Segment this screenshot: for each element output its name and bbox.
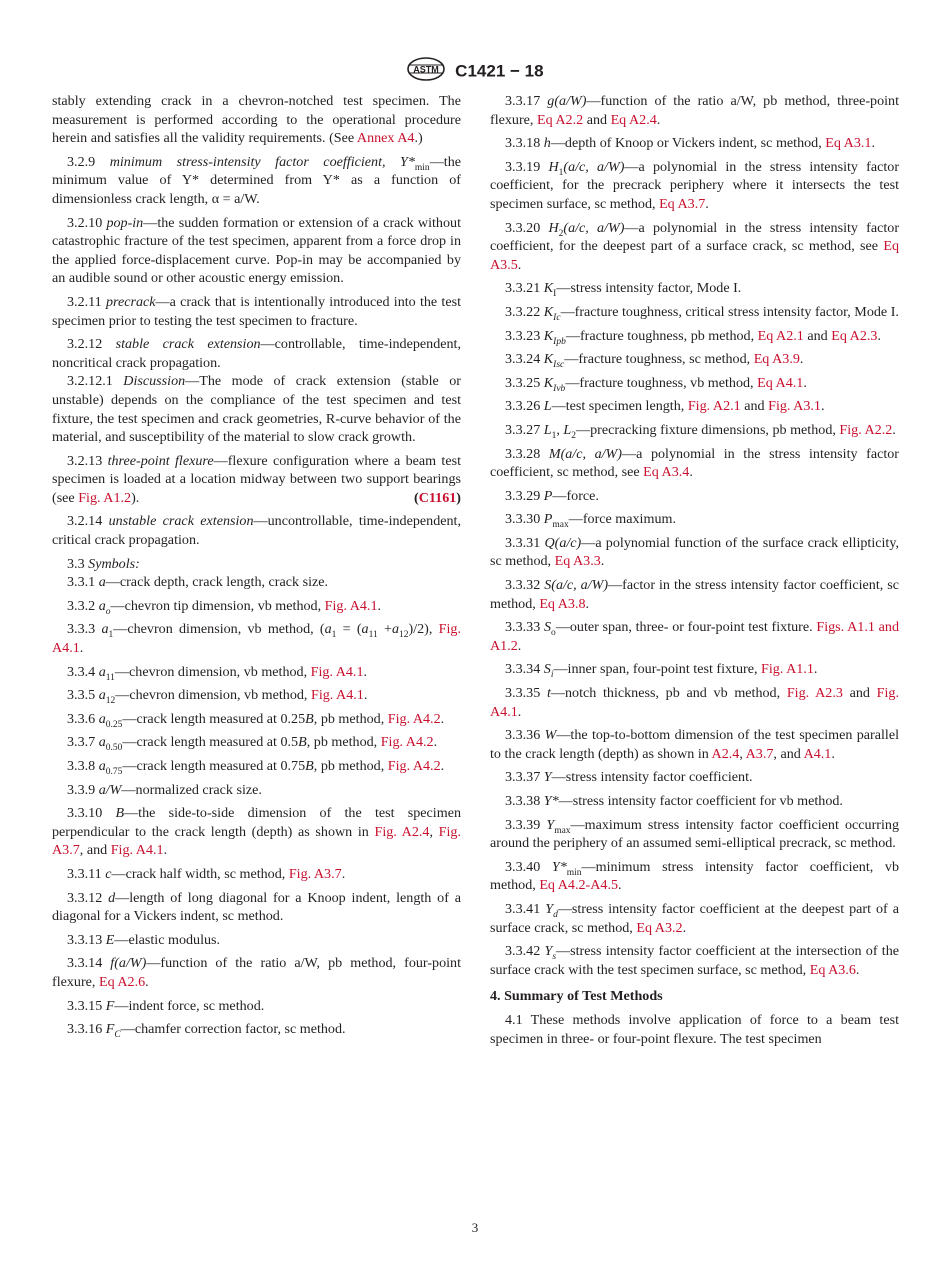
section-3-3: 3.3 Symbols: [67, 555, 140, 572]
sym-3-3-29: 3.3.29 P—force. [505, 487, 599, 504]
sym-3-3-31: 3.3.31 Q(a/c)—a polynomial function of the surface crack ellipticity, sc method, Eq A3.3. [490, 534, 900, 570]
sym-3-3-32: 3.3.32 S(a/c, a/W)—factor in the stress intensity factor coefficient, sc method, Eq A3.8. [490, 577, 900, 612]
sym-3-3-10: 3.3.10 B—the side-to-side dimension of the test specimen perpendicular to the crack length (depth) as shown in Fig. A2.4, Fig. A3.7, and Fig. A4.1. [52, 805, 461, 859]
link-eq-a3-5[interactable]: Eq A3.5 [490, 238, 899, 273]
sym-3-3-18: 3.3.18 h—depth of Knoop or Vickers indent, sc method, Eq A3.1. [505, 135, 876, 152]
link-fig-a3-1[interactable]: Fig. A3.1 [768, 398, 821, 415]
link-a4-1[interactable]: A4.1 [803, 745, 832, 762]
sym-3-3-11: 3.3.11 c—crack half width, sc method, Fig. A3.7. [67, 865, 346, 882]
sym-3-3-15: 3.3.15 F—indent force, sc method. [67, 997, 265, 1014]
link-fig-a3-7[interactable]: Fig. A3.7 [52, 823, 461, 859]
def-3-2-12: 3.2.12 stable crack extension—controllable, time-independent, noncritical crack propagation. [52, 336, 461, 371]
link-eq-a3-4[interactable]: Eq A3.4 [643, 464, 690, 481]
page-number: 3 [471, 1220, 479, 1235]
def-3-2-14: 3.2.14 unstable crack extension—uncontrollable, time-independent, critical crack propagation. [52, 513, 461, 549]
link-fig-a4-1[interactable]: Fig. A4.1 [310, 687, 364, 704]
reference-c1161: (C1161) [414, 489, 461, 506]
link-fig-a4-2[interactable]: Fig. A4.2 [387, 710, 441, 727]
link-fig-a3-7[interactable]: Fig. A3.7 [288, 865, 342, 882]
link-eq-a2-2[interactable]: Eq A2.2 [536, 111, 584, 128]
link-a3-7[interactable]: A3.7 [745, 745, 774, 762]
link-eq-a2-6[interactable]: Eq A2.6 [98, 973, 146, 990]
sym-3-3-23: 3.3.23 $K_{Ipb}—fracture$ toughness, pb method, Eq A2.1 and Eq A2.3. [505, 327, 881, 347]
sym-3-3-33: 3.3.33 $S_o—outer$ span, three- or four-point test fixture. Figs. A1.1 and A1.2. [490, 619, 899, 654]
sym-3-3-37: 3.3.37 Y—stress intensity factor coefficient. [505, 769, 753, 786]
link-fig-a4-2[interactable]: Fig. A4.2 [387, 758, 441, 774]
link-fig-a4-1[interactable]: Fig. A4.1 [324, 597, 378, 614]
sym-3-3-40: 3.3.40 $Y*_{min}—minimum$ stress intensity factor coefficient, vb method, Eq A4.2-A4.5. [490, 858, 899, 894]
link-eq-a3-2[interactable]: Eq A3.2 [636, 919, 683, 936]
link-eq-a3-6[interactable]: Eq A3.6 [809, 961, 856, 978]
sym-3-3-6: 3.3.6 $a_{0.25}—crack$ length measured at 0.25B, pb method, Fig. A4.2. [67, 710, 445, 730]
para-4-1: 4.1 These methods involve application of force to a beam test specimen in three- or four-point flexure. The test specimen [490, 1011, 899, 1047]
sym-3-3-39: 3.3.39 $Y_{max}—maximum$ stress intensity factor coefficient occurring around the periphery of an assumed semi-elliptical precrack, sc method. [490, 816, 899, 852]
sym-3-3-1: 3.3.1 a—crack depth, crack length, crack size. [67, 574, 329, 591]
astm-logo-icon [406, 56, 446, 87]
sym-3-3-7: 3.3.7 $a_{0.50}—crack$ length measured at 0.5B, pb method, Fig. A4.2. [67, 734, 438, 754]
link-a2-4[interactable]: A2.4 [711, 745, 740, 762]
def-3-2-11: 3.2.11 precrack—a crack that is intentionally introduced into the test specimen prior to testing the test specimen to fracture. [52, 293, 461, 329]
sym-3-3-38: 3.3.38 Y*—stress intensity factor coefficient for vb method. [505, 793, 843, 809]
link-eq-a3-3[interactable]: Eq A3.3 [554, 553, 601, 570]
link-fig-a2-4[interactable]: Fig. A2.4 [374, 823, 430, 840]
sym-3-3-20: 3.3.20 $H_2(a/c$, a/W)—a polynomial in the stress intensity factor coefficient, for the deepest part of a surface crack, sc method, see Eq A3.5. [490, 219, 900, 273]
link-fig-a1-1[interactable]: Fig. A1.1 [761, 661, 814, 678]
link-eq-a3-7[interactable]: Eq A3.7 [659, 195, 706, 212]
sym-3-3-3: 3.3.3 $a_1—chevron$ dimension, vb method, $(a_1 = (a_{11} +a_{12})/2)$, Fig. A4.1. [52, 621, 461, 657]
sym-3-3-25: 3.3.25 $K_{Ivb}—fracture$ toughness, vb method, Eq A4.1. [505, 374, 807, 394]
sym-3-3-22: 3.3.22 $K_{Ic}—fracture$ toughness, critical stress intensity factor, Mode I. [505, 303, 899, 323]
sym-3-3-35: 3.3.35 t—notch thickness, pb and vb method, Fig. A2.3 and Fig. A4.1. [490, 685, 899, 720]
link-eq-a2-4[interactable]: Eq A2.4 [610, 111, 657, 128]
sym-3-3-2: 3.3.2 $a_o—chevron$ tip dimension, vb method, Fig. A4.1. [67, 597, 382, 617]
link-fig-a4-2[interactable]: Fig. A4.2 [380, 734, 434, 751]
link-annex-a4[interactable]: Annex A4 [356, 130, 415, 147]
left-column [52, 92, 461, 1044]
link-figs-a1-1-a1-2[interactable]: Figs. A1.1 and A1.2 [490, 619, 899, 654]
sym-3-3-8: 3.3.8 $a_{0.75}—crack$ length measured at 0.75B, pb method, Fig. A4.2. [67, 758, 445, 777]
sym-3-3-14: 3.3.14 f(a/W)—function of the ratio a/W, pb method, four-point flexure, Eq A2.6. [52, 955, 461, 990]
link-fig-a2-2[interactable]: Fig. A2.2 [839, 421, 893, 438]
link-eq-a3-9[interactable]: Eq A3.9 [753, 351, 800, 368]
link-eq-a2-3[interactable]: Eq A2.3 [831, 327, 878, 344]
link-fig-a4-1[interactable]: Fig. A4.1 [490, 685, 899, 720]
def-3-2-12-1: 3.2.12.1 Discussion—The mode of crack extension (stable or unstable) depends on the compliance of the test specimen and test fixture, the test specimen and crack geometries, R-curve behavior of the material, and susceptibility of the material to slow crack growth. [52, 373, 461, 446]
link-fig-a4-1[interactable]: Fig. A4.1 [52, 621, 461, 657]
sym-3-3-24: 3.3.24 $K_{Isc}—fracture$ toughness, sc method, Eq A3.9. [505, 351, 804, 370]
def-3-2-13: 3.2.13 three-point flexure—flexure configuration where a beam test specimen is loaded at a location midway between two support bearings (see Fig. A1.2). (C1161) [52, 452, 461, 506]
sym-3-3-4: 3.3.4 $a_{11}—chevron$ dimension, vb method, Fig. A4.1. [67, 663, 368, 683]
document-title: C1421 − 18 [455, 61, 544, 81]
link-eq-a4-2-a4-5[interactable]: Eq A4.2-A4.5 [539, 877, 619, 894]
sym-3-3-41: 3.3.41 $Y_d—stress$ intensity factor coefficient at the deepest part of a surface crack, sc method, Eq A3.2. [490, 900, 899, 936]
sym-3-3-27: 3.3.27 $L_1$, $L_2—precracking$ fixture dimensions, pb method, Fig. A2.2. [505, 421, 896, 441]
page-header [0, 56, 950, 87]
sym-3-3-9: 3.3.9 a/W—normalized crack size. [67, 781, 262, 798]
link-eq-a3-8[interactable]: Eq A3.8 [539, 595, 586, 612]
link-eq-a3-1[interactable]: Eq A3.1 [825, 135, 872, 152]
sym-3-3-30: 3.3.30 $P_{max}—force$ maximum. [505, 511, 676, 531]
sym-3-3-19: 3.3.19 $H_1(a/c$, a/W)—a polynomial in the stress intensity factor coefficient, for the precrack periphery where it intersects the test specimen surface, sc method, Eq A3.7. [490, 158, 900, 212]
sym-3-3-28: 3.3.28 M(a/c, a/W)—a polynomial in the stress intensity factor coefficient, sc method, see Eq A3.4. [490, 445, 899, 481]
sym-3-3-13: 3.3.13 E—elastic modulus. [67, 931, 221, 948]
def-3-2-10: 3.2.10 pop-in—the sudden formation or extension of a crack without catastrophic fracture of the test specimen, apparent from a force drop in the applied force-displacement curve. Pop-in may be accompanied by an audible sound or other acoustic energy emission. [52, 214, 461, 287]
sym-3-3-26: 3.3.26 L—test specimen length, Fig. A2.1 and Fig. A3.1. [505, 398, 825, 415]
sym-3-3-12: 3.3.12 d—length of long diagonal for a Knoop indent, length of a diagonal for a Vickers indent, sc method. [52, 889, 461, 925]
section-heading-4: 4. Summary of Test Methods [490, 988, 663, 1005]
link-fig-a4-1[interactable]: Fig. A4.1 [310, 663, 364, 680]
link-c1161[interactable]: C1161 [418, 489, 457, 506]
sym-3-3-36: 3.3.36 W—the top-to-bottom dimension of the test specimen parallel to the crack length (depth) as shown in A2.4, A3.7, and A4.1. [490, 727, 899, 762]
link-fig-a1-2[interactable]: Fig. A1.2 [78, 489, 132, 506]
def-3-2-9: 3.2.9 minimum stress-intensity factor coefficient, $Y*_{min}—the$ minimum value of Y* determined from Y* as a function of dimensionless crack length, α = a/W. [52, 153, 461, 207]
sym-3-3-16: 3.3.16 $F_C—chamfer$ correction factor, sc method. [67, 1021, 346, 1040]
sym-3-3-5: 3.3.5 $a_{12}—chevron$ dimension, vb method, Fig. A4.1. [67, 687, 368, 707]
link-fig-a4-1[interactable]: Fig. A4.1 [110, 842, 164, 859]
sym-3-3-34: 3.3.34 $S_i—inner$ span, four-point test fixture, Fig. A1.1. [505, 661, 818, 681]
sym-3-3-42: 3.3.42 $Y_s—stress$ intensity factor coefficient at the intersection of the surface crack with the test specimen surface, sc method, Eq A3.6. [490, 943, 900, 978]
link-fig-a2-3[interactable]: Fig. A2.3 [786, 685, 843, 702]
sym-3-3-21: 3.3.21 $K_I—stress$ intensity factor, Mode I. [505, 280, 742, 300]
right-column [490, 92, 899, 1053]
logo-text: ASTM [413, 64, 440, 75]
sym-3-3-17: 3.3.17 g(a/W)—function of the ratio a/W, pb method, three-point flexure, Eq A2.2 and Eq A2.4. [490, 93, 899, 128]
continuation-paragraph: stably extending crack in a chevron-notched test specimen. The measurement is performed according to the operational procedure herein and satisfies all the validity requirements. (See Annex A4.) [52, 93, 461, 147]
link-fig-a2-1[interactable]: Fig. A2.1 [687, 398, 741, 415]
link-eq-a4-1[interactable]: Eq A4.1 [757, 374, 804, 391]
link-eq-a2-1[interactable]: Eq A2.1 [757, 327, 804, 344]
